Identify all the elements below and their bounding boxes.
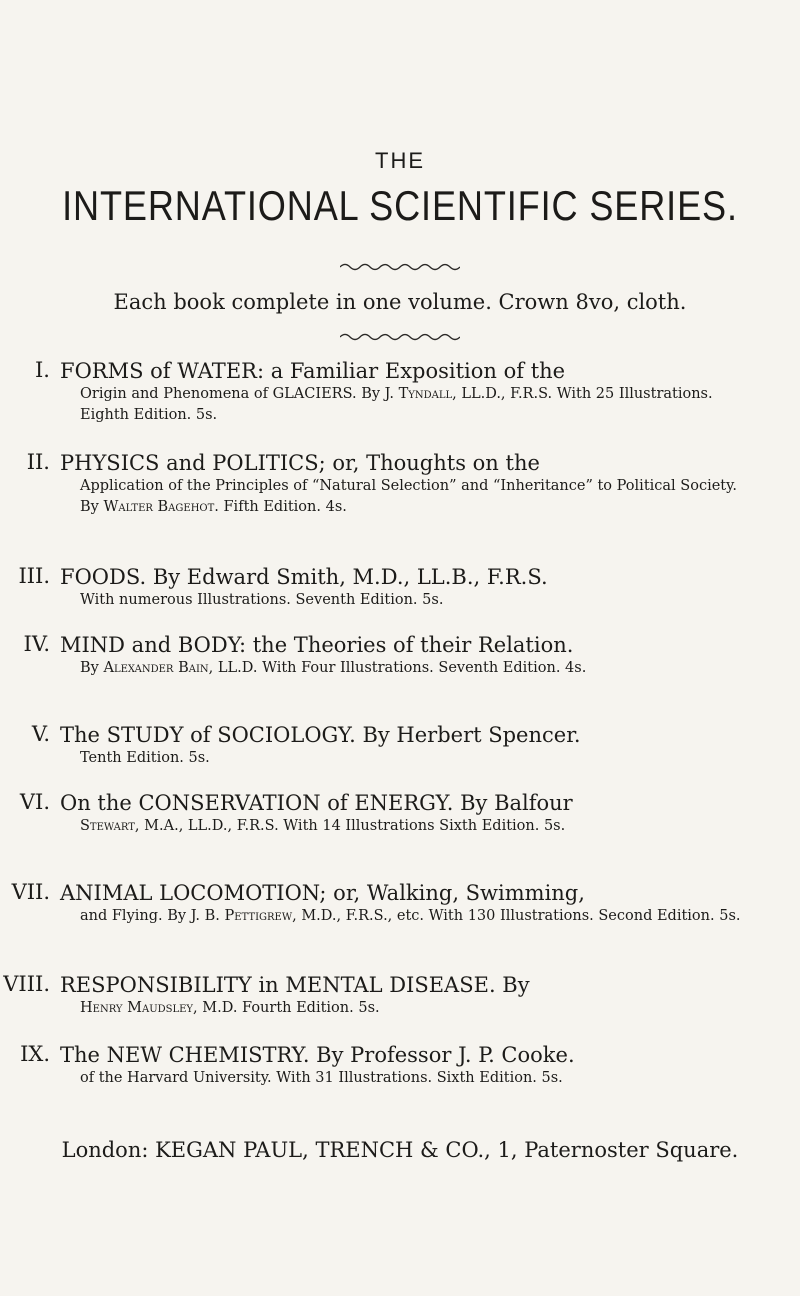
entry-details: With numerous Illustrations. Seventh Edition. 5s. bbox=[80, 592, 444, 608]
list-item bbox=[31, 722, 581, 769]
list-item bbox=[26, 450, 760, 518]
list-item bbox=[19, 790, 573, 837]
entry-details: Application of the Principles of “Natural Selection” and “Inheritance” to Political Society. By Walter Bagehot. Fifth Edition. 4s. bbox=[80, 478, 737, 515]
entry-title: MIND and BODY: the Theories of their Relation. bbox=[60, 633, 574, 657]
list-item bbox=[3, 972, 530, 1019]
entry-title: PHYSICS and POLITICS; or, Thoughts on the bbox=[60, 451, 540, 475]
entry-author: Alexander Bain, bbox=[103, 660, 214, 676]
entry-title: ANIMAL LOCOMOTION; or, Walking, Swimming, bbox=[60, 881, 585, 905]
entry-details: By Alexander Bain, LL.D. With Four Illustrations. Seventh Edition. 4s. bbox=[80, 660, 587, 676]
wavy-rule-bottom bbox=[340, 332, 460, 342]
entry-title: On the CONSERVATION of ENERGY. By Balfour bbox=[60, 791, 573, 815]
entry-number: VIII. bbox=[3, 972, 50, 996]
subtitle: Each book complete in one volume. Crown 8vo, cloth. bbox=[113, 290, 687, 314]
list-item bbox=[23, 632, 587, 679]
entry-details: of the Harvard University. With 31 Illustrations. Sixth Edition. 5s. bbox=[80, 1070, 563, 1086]
wavy-rule-top bbox=[340, 262, 460, 272]
entry-details: Stewart, M.A., LL.D., F.R.S. With 14 Illustrations Sixth Edition. 5s. bbox=[80, 818, 566, 834]
entry-author: Stewart, bbox=[80, 818, 140, 834]
list-item bbox=[20, 1042, 575, 1089]
entry-number: III. bbox=[18, 564, 50, 588]
entry-author: J. B. Pettigrew, bbox=[190, 908, 297, 924]
list-item bbox=[11, 880, 741, 927]
header-the: THE bbox=[375, 148, 425, 173]
entry-number: VII. bbox=[11, 880, 50, 904]
entry-title: The NEW CHEMISTRY. By Professor J. P. Cooke. bbox=[60, 1043, 575, 1067]
series-title: INTERNATIONAL SCIENTIFIC SERIES. bbox=[62, 182, 738, 229]
entry-details: and Flying. By J. B. Pettigrew, M.D., F.R.S., etc. With 130 Illustrations. Second Edition. 5s. bbox=[80, 908, 741, 924]
entry-number: VI. bbox=[19, 790, 50, 814]
entry-details: Origin and Phenomena of GLACIERS. By J. Tyndall, LL.D., F.R.S. With 25 Illustrations. Eighth Edition. 5s. bbox=[80, 386, 713, 423]
entry-number: I. bbox=[35, 358, 50, 382]
entry-details: Henry Maudsley, M.D. Fourth Edition. 5s. bbox=[80, 1000, 380, 1016]
entry-author: Walter Bagehot. bbox=[103, 499, 219, 515]
entry-author: Henry Maudsley, bbox=[80, 1000, 198, 1016]
publisher-footer: London: KEGAN PAUL, TRENCH & CO., 1, Paternoster Square. bbox=[61, 1138, 739, 1162]
entry-title: FOODS. By Edward Smith, M.D., LL.B., F.R.S. bbox=[60, 565, 548, 589]
entry-author: J. Tyndall, bbox=[384, 386, 457, 402]
entry-title: The STUDY of SOCIOLOGY. By Herbert Spencer. bbox=[60, 723, 581, 747]
entry-details: Tenth Edition. 5s. bbox=[80, 750, 210, 766]
entry-number: IX. bbox=[20, 1042, 50, 1066]
entry-number: IV. bbox=[23, 632, 50, 656]
entry-number: II. bbox=[26, 450, 50, 474]
list-item bbox=[18, 564, 548, 611]
entry-number: V. bbox=[31, 722, 50, 746]
entry-title: RESPONSIBILITY in MENTAL DISEASE. By bbox=[60, 973, 530, 997]
entry-title: FORMS of WATER: a Familiar Exposition of the bbox=[60, 359, 566, 383]
list-item bbox=[35, 358, 760, 426]
